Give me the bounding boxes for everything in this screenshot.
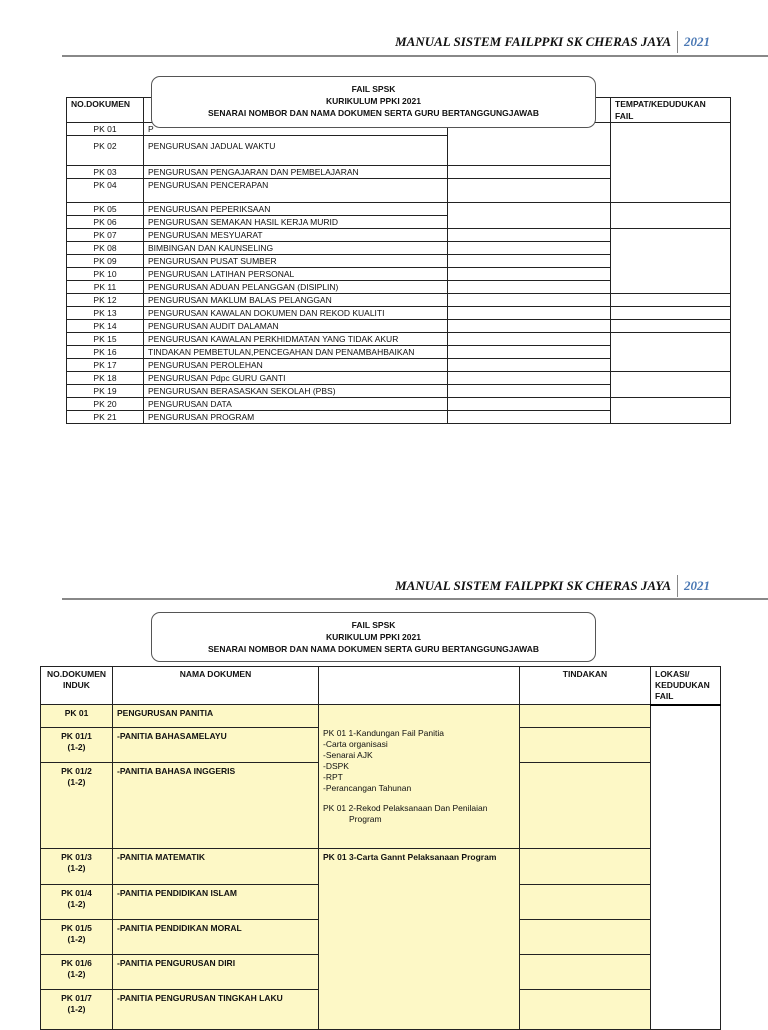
table-row xyxy=(67,333,731,346)
doc-name: PENGURUSAN PROGRAM xyxy=(144,411,448,424)
teacher-cell xyxy=(448,229,611,242)
title-line-2: KURIKULUM PPKI 2021 xyxy=(326,96,421,106)
contents-cell: PK 01 3-Carta Gannt Pelaksanaan Program xyxy=(319,849,520,1030)
title-line-1: FAIL SPSK xyxy=(351,84,396,94)
content-line: -Senarai AJK xyxy=(323,750,373,760)
doc-name: TINDAKAN PEMBETULAN,PENCEGAHAN DAN PENAMBAHBAIKAN xyxy=(144,346,448,359)
doc-no-cell xyxy=(41,920,113,955)
doc-no: PK 16 xyxy=(67,346,144,359)
location-cell xyxy=(611,333,731,372)
table-row xyxy=(67,372,731,385)
column-header-location xyxy=(651,667,721,705)
content-line: PK 01 1-Kandungan Fail Panitia xyxy=(323,728,444,738)
doc-no-cell xyxy=(41,885,113,920)
header-text: INDUK xyxy=(63,680,90,690)
doc-name: -PANITIA BAHASA INGGERIS xyxy=(113,763,319,849)
teacher-cell xyxy=(448,255,611,268)
content-line: Program xyxy=(349,814,382,824)
content-line: -Carta organisasi xyxy=(323,739,388,749)
column-header-no xyxy=(41,667,113,705)
doc-name: -PANITIA MATEMATIK xyxy=(113,849,319,885)
doc-no: PK 07 xyxy=(67,229,144,242)
location-cell xyxy=(611,307,731,320)
doc-no: PK 01 xyxy=(67,123,144,136)
doc-no-cell xyxy=(41,763,113,849)
table-row xyxy=(67,294,731,307)
doc-name: PENGURUSAN PEROLEHAN xyxy=(144,359,448,372)
manual-title: MANUAL SISTEM FAILPPKI SK CHERAS JAYA xyxy=(395,34,671,49)
table-row xyxy=(67,203,731,216)
location-cell xyxy=(611,203,731,229)
doc-range: (1-2) xyxy=(67,1004,86,1014)
doc-name: PENGURUSAN PENCERAPAN xyxy=(144,179,448,203)
doc-name: PENGURUSAN SEMAKAN HASIL KERJA MURID xyxy=(144,216,448,229)
doc-name: P xyxy=(144,123,448,136)
location-cell xyxy=(651,705,721,1030)
doc-no: PK 01/1 xyxy=(61,731,92,741)
doc-name: -PANITIA PENDIDIKAN MORAL xyxy=(113,920,319,955)
doc-name: PENGURUSAN AUDIT DALAMAN xyxy=(144,320,448,333)
doc-no-cell xyxy=(41,849,113,885)
teacher-cell xyxy=(448,372,611,385)
doc-no: PK 18 xyxy=(67,372,144,385)
column-header-no: NO.DOKUMEN xyxy=(67,98,144,123)
doc-no: PK 04 xyxy=(67,179,144,203)
doc-name: PENGURUSAN MESYUARAT xyxy=(144,229,448,242)
location-cell xyxy=(611,398,731,424)
title-line-3: SENARAI NOMBOR DAN NAMA DOKUMEN SERTA GURU BERTANGGUNGJAWAB xyxy=(207,644,540,654)
doc-name: PENGURUSAN PUSAT SUMBER xyxy=(144,255,448,268)
header-divider xyxy=(677,575,678,597)
doc-name: -PANITIA PENGURUSAN DIRI xyxy=(113,955,319,990)
column-header-contents xyxy=(319,667,520,705)
doc-name: PENGURUSAN BERASASKAN SEKOLAH (PBS) xyxy=(144,385,448,398)
table-row xyxy=(41,849,721,885)
teacher-cell xyxy=(448,320,611,333)
manual-year: 2021 xyxy=(684,34,710,49)
header-divider xyxy=(677,31,678,53)
doc-name: PENGURUSAN ADUAN PELANGGAN (DISIPLIN) xyxy=(144,281,448,294)
doc-no: PK 01/5 xyxy=(61,923,92,933)
teacher-cell xyxy=(448,123,611,166)
title-line-2: KURIKULUM PPKI 2021 xyxy=(326,632,421,642)
title-line-1: FAIL SPSK xyxy=(351,620,396,630)
action-cell xyxy=(520,885,651,920)
content-line: -RPT xyxy=(323,772,343,782)
header-rule xyxy=(62,598,768,600)
document-list-table xyxy=(66,97,731,424)
doc-no: PK 01/2 xyxy=(61,766,92,776)
doc-range: (1-2) xyxy=(67,863,86,873)
header-text: KEDUDUKAN xyxy=(655,680,710,690)
teacher-cell xyxy=(448,179,611,203)
content-line: PK 01 2-Rekod Pelaksanaan Dan Penilaian xyxy=(323,803,488,813)
teacher-cell xyxy=(448,294,611,307)
doc-name: PENGURUSAN KAWALAN DOKUMEN DAN REKOD KUALITI xyxy=(144,307,448,320)
location-cell xyxy=(611,123,731,203)
doc-no: PK 19 xyxy=(67,385,144,398)
table-row xyxy=(67,320,731,333)
table-row xyxy=(67,398,731,411)
manual-year: 2021 xyxy=(684,578,710,593)
doc-no: PK 11 xyxy=(67,281,144,294)
doc-no: PK 13 xyxy=(67,307,144,320)
doc-no: PK 14 xyxy=(67,320,144,333)
doc-name: PENGURUSAN LATIHAN PERSONAL xyxy=(144,268,448,281)
doc-no: PK 08 xyxy=(67,242,144,255)
doc-no-cell xyxy=(41,955,113,990)
title-box xyxy=(151,612,596,662)
content-line: -Perancangan Tahunan xyxy=(323,783,412,793)
action-cell xyxy=(520,763,651,849)
doc-name: PENGURUSAN PENGAJARAN DAN PEMBELAJARAN xyxy=(144,166,448,179)
doc-no: PK 06 xyxy=(67,216,144,229)
doc-name: BIMBINGAN DAN KAUNSELING xyxy=(144,242,448,255)
page-header xyxy=(395,574,710,598)
teacher-cell xyxy=(448,203,611,229)
teacher-cell xyxy=(448,346,611,359)
title-box xyxy=(151,76,596,128)
header-rule xyxy=(62,55,768,57)
doc-name: PENGURUSAN Pdpc GURU GANTI xyxy=(144,372,448,385)
header-text: LOKASI/ xyxy=(655,669,690,679)
panitia-table xyxy=(40,666,721,1030)
doc-name: PENGURUSAN DATA xyxy=(144,398,448,411)
header-text: FAIL xyxy=(655,691,674,701)
doc-range: (1-2) xyxy=(67,742,86,752)
doc-no: PK 02 xyxy=(67,136,144,166)
doc-name: PENGURUSAN KAWALAN PERKHIDMATAN YANG TIDAK AKUR xyxy=(144,333,448,346)
doc-no: PK 05 xyxy=(67,203,144,216)
location-cell xyxy=(611,320,731,333)
doc-no: PK 17 xyxy=(67,359,144,372)
location-cell xyxy=(611,372,731,398)
column-header-name: NAMA DOKUMEN xyxy=(113,667,319,705)
table-row xyxy=(67,307,731,320)
column-header-action: TINDAKAN xyxy=(520,667,651,705)
teacher-cell xyxy=(448,242,611,255)
table-row xyxy=(41,705,721,728)
doc-no: PK 01/7 xyxy=(61,993,92,1003)
doc-name: PENGURUSAN PANITIA xyxy=(113,705,319,728)
doc-no: PK 01/6 xyxy=(61,958,92,968)
action-cell xyxy=(520,955,651,990)
doc-no: PK 20 xyxy=(67,398,144,411)
title-line-3: SENARAI NOMBOR DAN NAMA DOKUMEN SERTA GURU BERTANGGUNGJAWAB xyxy=(207,108,540,118)
doc-name: PENGURUSAN MAKLUM BALAS PELANGGAN xyxy=(144,294,448,307)
manual-title: MANUAL SISTEM FAILPPKI SK CHERAS JAYA xyxy=(395,578,671,593)
doc-no: PK 09 xyxy=(67,255,144,268)
contents-cell xyxy=(319,705,520,849)
page-header xyxy=(395,30,710,54)
doc-name: PENGURUSAN JADUAL WAKTU xyxy=(144,136,448,166)
teacher-cell xyxy=(448,385,611,398)
doc-range: (1-2) xyxy=(67,899,86,909)
teacher-cell xyxy=(448,398,611,411)
doc-name: -PANITIA PENGURUSAN TINGKAH LAKU xyxy=(113,990,319,1030)
doc-no: PK 01 xyxy=(41,705,113,728)
doc-range: (1-2) xyxy=(67,934,86,944)
doc-name: -PANITIA PENDIDIKAN ISLAM xyxy=(113,885,319,920)
teacher-cell xyxy=(448,166,611,179)
teacher-cell xyxy=(448,268,611,281)
location-cell xyxy=(611,229,731,294)
doc-no: PK 21 xyxy=(67,411,144,424)
doc-name: PENGURUSAN PEPERIKSAAN xyxy=(144,203,448,216)
doc-range: (1-2) xyxy=(67,777,86,787)
teacher-cell xyxy=(448,411,611,424)
doc-no: PK 10 xyxy=(67,268,144,281)
doc-no-cell xyxy=(41,728,113,763)
column-header-location: TEMPAT/KEDUDUKAN FAIL xyxy=(611,98,731,123)
table-row xyxy=(67,229,731,242)
doc-name: -PANITIA BAHASAMELAYU xyxy=(113,728,319,763)
action-cell xyxy=(520,728,651,763)
doc-no: PK 12 xyxy=(67,294,144,307)
content-line: -DSPK xyxy=(323,761,349,771)
doc-no: PK 03 xyxy=(67,166,144,179)
location-cell xyxy=(611,294,731,307)
doc-no: PK 01/3 xyxy=(61,852,92,862)
teacher-cell xyxy=(448,307,611,320)
teacher-cell xyxy=(448,359,611,372)
doc-no: PK 01/4 xyxy=(61,888,92,898)
action-cell xyxy=(520,920,651,955)
teacher-cell xyxy=(448,281,611,294)
teacher-cell xyxy=(448,333,611,346)
doc-no: PK 15 xyxy=(67,333,144,346)
action-cell xyxy=(520,849,651,885)
action-cell xyxy=(520,705,651,728)
doc-range: (1-2) xyxy=(67,969,86,979)
header-text: NO.DOKUMEN xyxy=(46,669,107,679)
